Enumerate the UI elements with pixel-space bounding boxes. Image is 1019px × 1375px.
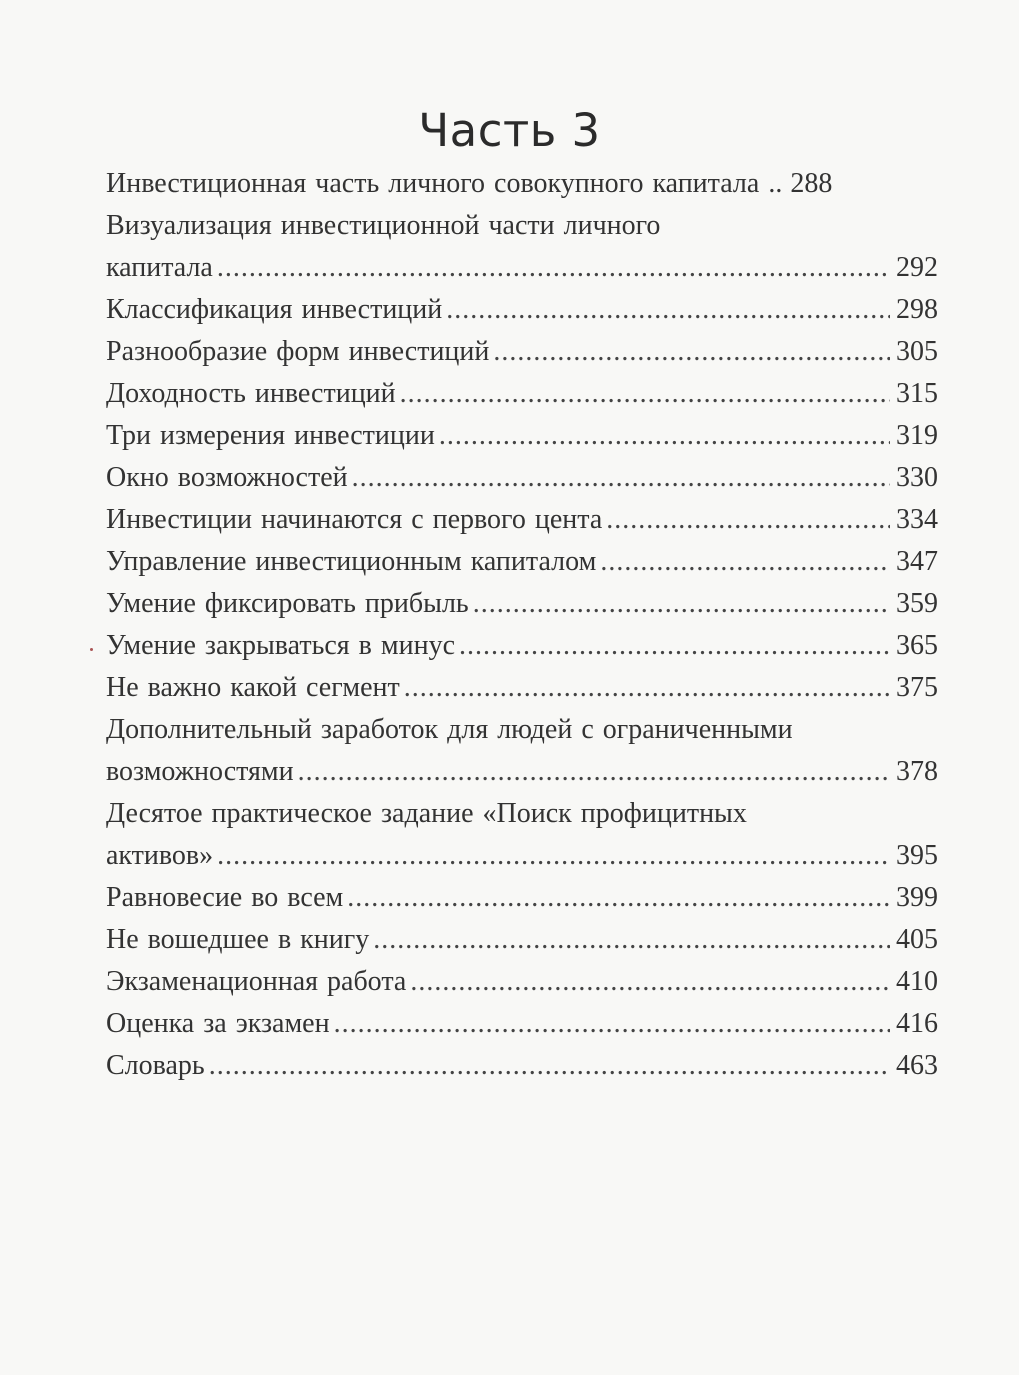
toc-entry xyxy=(106,373,938,415)
dot-leader xyxy=(473,583,890,625)
toc-line xyxy=(106,499,938,541)
toc-entry xyxy=(106,583,938,625)
toc-entry-title: капитала xyxy=(106,252,213,283)
toc-entry-title: Оценка за экзамен xyxy=(106,1008,330,1039)
toc-entry-title: Словарь xyxy=(106,1050,205,1081)
toc-entry xyxy=(106,289,938,331)
toc-entry-title: Экзаменационная работа xyxy=(106,966,407,997)
toc-page-number: 319 xyxy=(896,420,938,451)
toc-entry-title: Десятое практическое задание «Поиск профицитных xyxy=(106,798,747,829)
table-of-contents xyxy=(106,163,938,1087)
toc-entry xyxy=(106,1045,938,1087)
dot-leader xyxy=(600,541,890,583)
toc-page-number: 315 xyxy=(896,378,938,409)
toc-line xyxy=(106,709,938,751)
dot-leader xyxy=(352,457,890,499)
toc-page-number: 365 xyxy=(896,630,938,661)
toc-page-number: 416 xyxy=(896,1008,938,1039)
toc-page-number: 399 xyxy=(896,882,938,913)
dot-leader xyxy=(209,1045,890,1087)
dot-leader xyxy=(217,247,890,289)
toc-line xyxy=(106,877,938,919)
toc-page-number: 298 xyxy=(896,294,938,325)
dot-leader xyxy=(298,751,890,793)
toc-page-number: 405 xyxy=(896,924,938,955)
toc-page-number: 347 xyxy=(896,546,938,577)
toc-page-number: 292 xyxy=(896,252,938,283)
toc-entry xyxy=(106,709,938,793)
dot-leader xyxy=(373,919,890,961)
dot-leader xyxy=(347,877,890,919)
toc-entry-title: Умение фиксировать прибыль xyxy=(106,588,469,619)
toc-line xyxy=(106,835,938,877)
toc-page-number: 334 xyxy=(896,504,938,535)
toc-entry xyxy=(106,457,938,499)
toc-line xyxy=(106,205,938,247)
toc-entry-title: Окно возможностей xyxy=(106,462,348,493)
toc-line xyxy=(106,1003,938,1045)
toc-line xyxy=(106,625,938,667)
toc-page-number: 378 xyxy=(896,756,938,787)
toc-line xyxy=(106,541,938,583)
toc-entry-title: Классификация инвестиций xyxy=(106,294,443,325)
toc-page-number: 288 xyxy=(790,168,833,199)
toc-line xyxy=(106,667,938,709)
toc-line xyxy=(106,1045,938,1087)
toc-page-number: 359 xyxy=(896,588,938,619)
toc-page-number: 463 xyxy=(896,1050,938,1081)
toc-line xyxy=(106,793,938,835)
part-title: Часть 3 xyxy=(418,104,601,157)
toc-entry xyxy=(106,877,938,919)
dot-leader xyxy=(404,667,890,709)
toc-entry-title: Инвестиции начинаются с первого цента xyxy=(106,504,603,535)
toc-entry-title: Разнообразие форм инвестиций xyxy=(106,336,490,367)
toc-entry xyxy=(106,541,938,583)
toc-entry-title: Умение закрываться в минус xyxy=(106,630,456,661)
toc-entry xyxy=(106,1003,938,1045)
toc-entry xyxy=(106,163,938,205)
dot-leader xyxy=(606,499,890,541)
toc-page-number: 395 xyxy=(896,840,938,871)
toc-entry-title: Управление инвестиционным капиталом xyxy=(106,546,597,577)
toc-page-number: 305 xyxy=(896,336,938,367)
toc-entry-title: Дополнительный заработок для людей с ограниченными xyxy=(106,714,793,745)
dot-leader xyxy=(459,625,890,667)
toc-page-number: 410 xyxy=(896,966,938,997)
dot-leader xyxy=(400,373,890,415)
dot-leader xyxy=(410,961,890,1003)
toc-page-number: 375 xyxy=(896,672,938,703)
dot-leader xyxy=(217,835,890,877)
toc-entry-title: Не вошедшее в книгу xyxy=(106,924,370,955)
toc-line xyxy=(106,457,938,499)
toc-entry xyxy=(106,415,938,457)
toc-entry xyxy=(106,793,938,877)
toc-entry xyxy=(106,667,938,709)
toc-line xyxy=(106,289,938,331)
toc-entry-title: Равновесие во всем xyxy=(106,882,344,913)
toc-line xyxy=(106,247,938,289)
toc-entry-title: Не важно какой сегмент xyxy=(106,672,400,703)
ink-speck xyxy=(90,648,93,651)
dot-leader xyxy=(446,289,890,331)
dot-leader xyxy=(439,415,890,457)
toc-entry xyxy=(106,919,938,961)
toc-line xyxy=(106,751,938,793)
dot-leader xyxy=(334,1003,890,1045)
toc-line xyxy=(106,583,938,625)
toc-line xyxy=(106,331,938,373)
toc-entry xyxy=(106,625,938,667)
toc-entry-title: Визуализация инвестиционной части личного xyxy=(106,210,661,241)
toc-entry-title: Три измерения инвестиции xyxy=(106,420,435,451)
toc-entry-title: возможностями xyxy=(106,756,294,787)
toc-line xyxy=(106,961,938,1003)
toc-entry-title: Инвестиционная часть личного совокупного капитала .. xyxy=(106,168,783,199)
toc-page-number: 330 xyxy=(896,462,938,493)
toc-line xyxy=(106,373,938,415)
toc-line xyxy=(106,415,938,457)
toc-entry-title: Доходность инвестиций xyxy=(106,378,396,409)
toc-line xyxy=(106,163,938,205)
toc-entry xyxy=(106,499,938,541)
toc-line xyxy=(106,919,938,961)
toc-entry-title: активов» xyxy=(106,840,214,871)
toc-entry xyxy=(106,331,938,373)
toc-entry xyxy=(106,961,938,1003)
toc-entry xyxy=(106,205,938,289)
dot-leader xyxy=(493,331,890,373)
